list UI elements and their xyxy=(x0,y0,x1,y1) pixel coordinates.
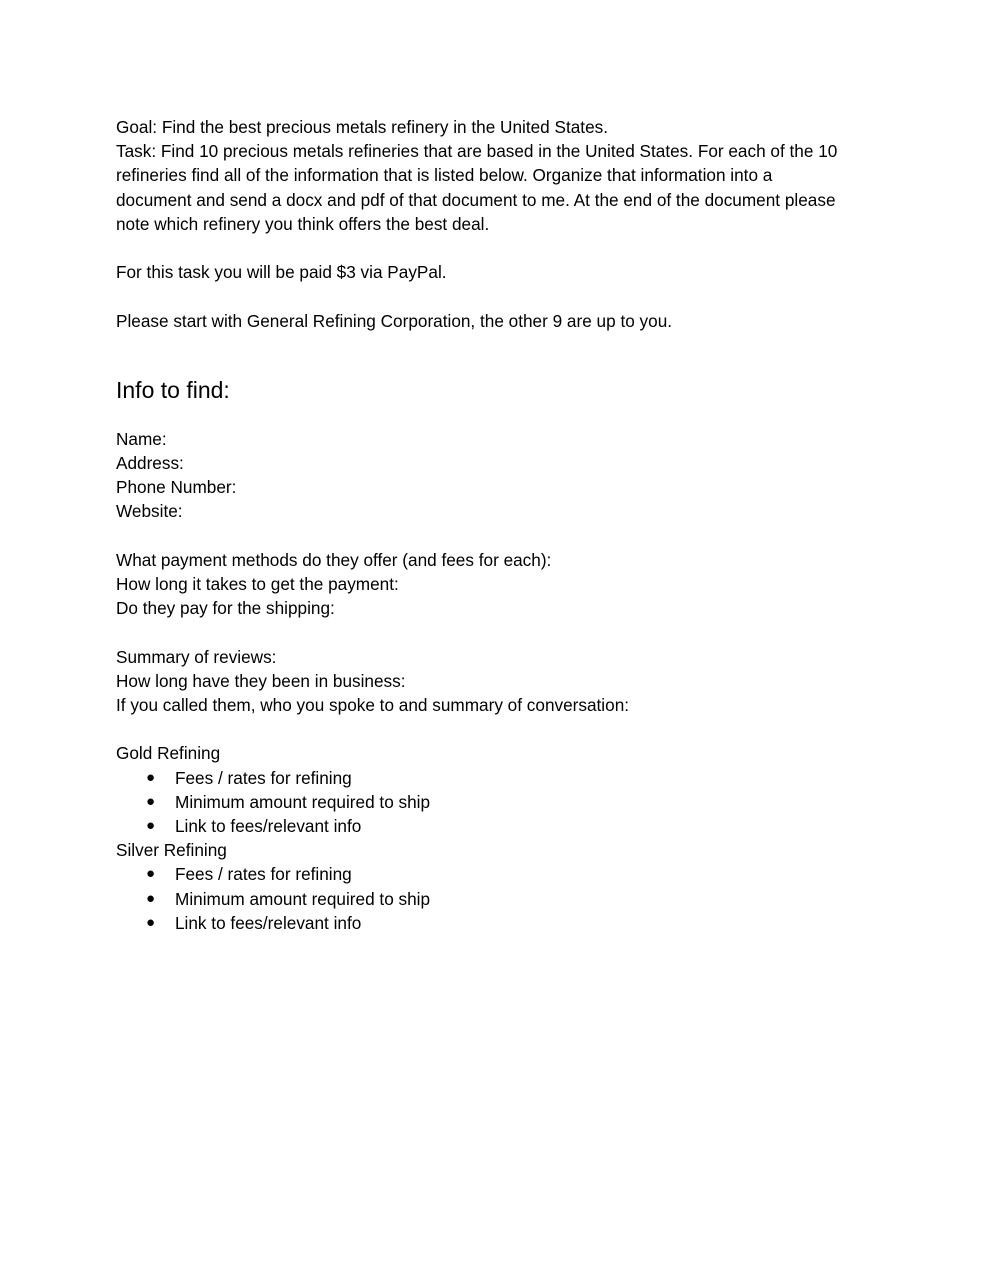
gold-refining-title: Gold Refining xyxy=(116,743,221,764)
task-text-line-4: note which refinery you think offers the best deal. xyxy=(116,213,490,234)
list-item-text: Fees / rates for refining xyxy=(175,767,352,788)
start-text: Please start with General Refining Corporation, the other 9 are up to you. xyxy=(116,310,673,331)
document-page xyxy=(116,115,876,935)
task-text-line-1: Task: Find 10 precious metals refineries that are based in the United States. For each of the 10 xyxy=(116,141,838,162)
bullet-icon: ● xyxy=(146,816,156,834)
list-item xyxy=(116,790,876,814)
bullet-icon: ● xyxy=(146,889,156,907)
info-heading: Info to find: xyxy=(116,376,230,403)
list-item xyxy=(116,766,876,790)
list-item-text: Minimum amount required to ship xyxy=(175,888,431,909)
spacer xyxy=(116,620,876,644)
bullet-icon: ● xyxy=(146,768,156,786)
spacer xyxy=(116,524,876,548)
list-item-text: Fees / rates for refining xyxy=(175,864,352,885)
spacer xyxy=(116,717,876,741)
business-age-label: How long have they been in business: xyxy=(116,670,406,691)
spacer xyxy=(116,236,876,260)
list-item xyxy=(116,862,876,886)
bullet-icon: ● xyxy=(146,792,156,810)
list-item-text: Minimum amount required to ship xyxy=(175,791,431,812)
silver-refining-title: Silver Refining xyxy=(116,840,227,861)
name-field-label: Name: xyxy=(116,428,167,449)
bullet-icon: ● xyxy=(146,913,156,931)
address-field-label: Address: xyxy=(116,453,184,473)
reviews-label: Summary of reviews: xyxy=(116,646,277,667)
bullet-icon: ● xyxy=(146,865,156,883)
payment-methods-label: What payment methods do they offer (and fees for each): xyxy=(116,549,552,570)
task-text-line-2: refineries find all of the information that is listed below. Organize that information into a xyxy=(116,165,773,186)
goal-text: Goal: Find the best precious metals refinery in the United States. xyxy=(116,117,609,137)
website-field-label: Website: xyxy=(116,501,183,522)
list-item xyxy=(116,887,876,911)
spacer xyxy=(116,284,876,308)
list-item-text: Link to fees/relevant info xyxy=(175,815,362,836)
shipping-label: Do they pay for the shipping: xyxy=(116,598,335,619)
phone-field-label: Phone Number: xyxy=(116,477,237,498)
list-item xyxy=(116,814,876,838)
task-text-line-3: document and send a docx and pdf of that document to me. At the end of the document please xyxy=(116,189,836,210)
payment-time-label: How long it takes to get the payment: xyxy=(116,574,399,594)
gold-bullet-list xyxy=(116,766,876,839)
silver-bullet-list xyxy=(116,862,876,935)
payment-text: For this task you will be paid $3 via PayPal. xyxy=(116,262,447,283)
list-item xyxy=(116,911,876,935)
call-summary-label: If you called them, who you spoke to and summary of conversation: xyxy=(116,695,630,715)
list-item-text: Link to fees/relevant info xyxy=(175,912,362,933)
